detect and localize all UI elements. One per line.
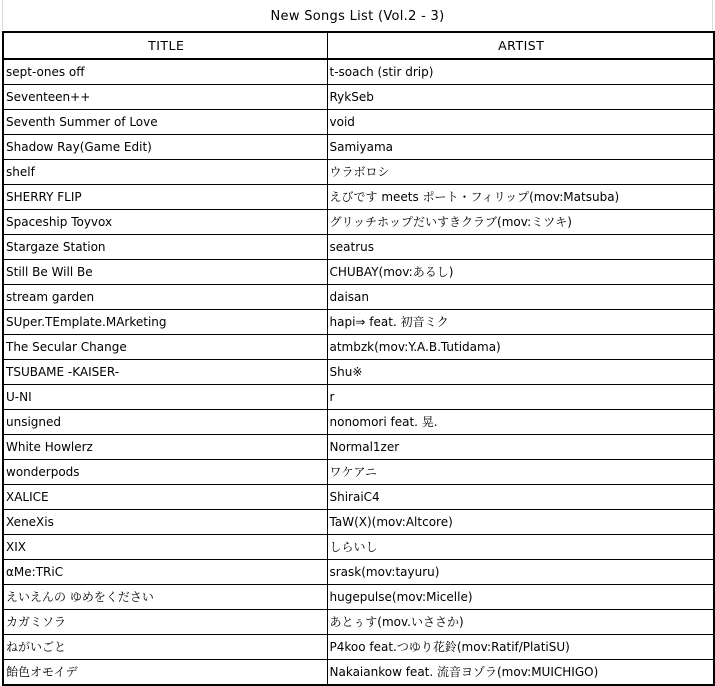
table-row xyxy=(3,660,714,686)
table-row xyxy=(3,235,714,260)
table-row xyxy=(3,410,714,435)
song-artist-cell[interactable]: daisan xyxy=(327,285,714,310)
song-title-cell[interactable]: unsigned xyxy=(3,410,327,435)
song-title-cell[interactable]: XeneXis xyxy=(3,510,327,535)
table-row xyxy=(3,635,714,660)
song-artist-cell[interactable]: えびです meets ポート・フィリップ(mov:Matsuba) xyxy=(327,185,714,210)
song-title-cell[interactable]: wonderpods xyxy=(3,460,327,485)
song-artist-cell[interactable]: しらいし xyxy=(327,535,714,560)
song-title-cell[interactable]: カガミソラ xyxy=(3,610,327,635)
table-row xyxy=(3,610,714,635)
table-row xyxy=(3,210,714,235)
column-header-title[interactable]: TITLE xyxy=(3,32,327,59)
song-artist-cell[interactable]: RykSeb xyxy=(327,85,714,110)
song-title-cell[interactable]: SUper.TEmplate.MArketing xyxy=(3,310,327,335)
songs-table xyxy=(2,31,715,686)
table-row xyxy=(3,260,714,285)
table-row xyxy=(3,59,714,85)
song-title-cell[interactable]: αMe:TRiC xyxy=(3,560,327,585)
column-header-artist[interactable]: ARTIST xyxy=(327,32,714,59)
song-artist-cell[interactable]: hapi⇒ feat. 初音ミク xyxy=(327,310,714,335)
table-body xyxy=(3,59,714,685)
song-artist-cell[interactable]: Nakaiankow feat. 流音ヨゾラ(mov:MUICHIGO) xyxy=(327,660,714,686)
table-row xyxy=(3,560,714,585)
table-row xyxy=(3,310,714,335)
song-artist-cell[interactable]: ワケアニ xyxy=(327,460,714,485)
song-title-cell[interactable]: Spaceship Toyvox xyxy=(3,210,327,235)
song-title-cell[interactable]: The Secular Change xyxy=(3,335,327,360)
song-title-cell[interactable]: Shadow Ray(Game Edit) xyxy=(3,135,327,160)
song-artist-cell[interactable]: TaW(X)(mov:Altcore) xyxy=(327,510,714,535)
song-title-cell[interactable]: ねがいごと xyxy=(3,635,327,660)
table-row xyxy=(3,85,714,110)
song-artist-cell[interactable]: Samiyama xyxy=(327,135,714,160)
table-row xyxy=(3,360,714,385)
song-artist-cell[interactable]: atmbzk(mov:Y.A.B.Tutidama) xyxy=(327,335,714,360)
song-artist-cell[interactable]: ShiraiC4 xyxy=(327,485,714,510)
song-title-cell[interactable]: Seventh Summer of Love xyxy=(3,110,327,135)
song-artist-cell[interactable]: あとぅす(mov.いささか) xyxy=(327,610,714,635)
song-title-cell[interactable]: U-NI xyxy=(3,385,327,410)
song-artist-cell[interactable]: Shu※ xyxy=(327,360,714,385)
song-title-cell[interactable]: XIX xyxy=(3,535,327,560)
table-row xyxy=(3,335,714,360)
song-artist-cell[interactable]: グリッチホップだいすきクラブ(mov:ミツキ) xyxy=(327,210,714,235)
table-row xyxy=(3,460,714,485)
song-artist-cell[interactable]: ウラボロシ xyxy=(327,160,714,185)
song-artist-cell[interactable]: Normal1zer xyxy=(327,435,714,460)
song-title-cell[interactable]: Stargaze Station xyxy=(3,235,327,260)
table-row xyxy=(3,510,714,535)
table-row xyxy=(3,185,714,210)
song-artist-cell[interactable]: srask(mov:tayuru) xyxy=(327,560,714,585)
song-artist-cell[interactable]: CHUBAY(mov:あるし) xyxy=(327,260,714,285)
song-artist-cell[interactable]: P4koo feat.つゆり花鈴(mov:Ratif/PlatiSU) xyxy=(327,635,714,660)
song-title-cell[interactable]: えいえんの ゆめをください xyxy=(3,585,327,610)
song-title-cell[interactable]: TSUBAME -KAISER- xyxy=(3,360,327,385)
table-row xyxy=(3,160,714,185)
song-title-cell[interactable]: SHERRY FLIP xyxy=(3,185,327,210)
table-row xyxy=(3,285,714,310)
song-title-cell[interactable]: XALICE xyxy=(3,485,327,510)
song-artist-cell[interactable]: t-soach (stir drip) xyxy=(327,59,714,85)
song-artist-cell[interactable]: nonomori feat. 晃. xyxy=(327,410,714,435)
table-row xyxy=(3,535,714,560)
song-title-cell[interactable]: stream garden xyxy=(3,285,327,310)
table-row xyxy=(3,385,714,410)
song-artist-cell[interactable]: seatrus xyxy=(327,235,714,260)
table-row xyxy=(3,585,714,610)
table-row xyxy=(3,485,714,510)
song-title-cell[interactable]: 飴色オモイデ xyxy=(3,660,327,686)
header-row xyxy=(3,32,714,59)
song-title-cell[interactable]: sept-ones off xyxy=(3,59,327,85)
song-title-cell[interactable]: Still Be Will Be xyxy=(3,260,327,285)
song-title-cell[interactable]: Seventeen++ xyxy=(3,85,327,110)
song-title-cell[interactable]: White Howlerz xyxy=(3,435,327,460)
song-artist-cell[interactable]: r xyxy=(327,385,714,410)
table-row xyxy=(3,135,714,160)
song-artist-cell[interactable]: hugepulse(mov:Micelle) xyxy=(327,585,714,610)
song-title-cell[interactable]: shelf xyxy=(3,160,327,185)
table-row xyxy=(3,435,714,460)
sheet-title: New Songs List (Vol.2 - 3) xyxy=(270,9,445,24)
table-row xyxy=(3,110,714,135)
song-artist-cell[interactable]: void xyxy=(327,110,714,135)
